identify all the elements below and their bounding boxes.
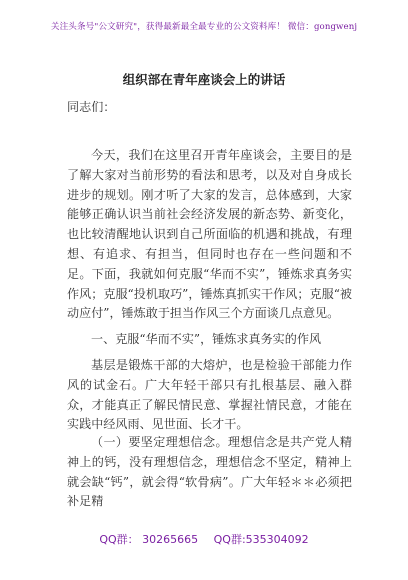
section-heading-1: 一、克服“华而不实”，锤炼求真务实的作风 xyxy=(91,332,322,346)
footer-qq-group-2: QQ群:535304092 xyxy=(213,533,309,546)
paragraph-ideals: （一）要坚定理想信念。理想信念是共产党人精神上的钙，没有理想信念，理想信念不坚定，精神上就会缺“钙”，就会得“软骨病”。广大年轻＊＊必须把补足精 xyxy=(67,435,352,509)
salutation: 同志们： xyxy=(67,100,116,114)
footer xyxy=(0,531,408,547)
paragraph-grassroots: 基层是锻炼干部的大熔炉，也是检验干部能力作风的试金石。广大年轻干部只有扎根基层、融入群众，才能真正了解民情民意、掌握社情民意，才能在实践中经风雨、见世面、长才干。 xyxy=(67,358,352,432)
paragraph-intro: 今天，我们在这里召开青年座谈会，主要目的是了解大家对当前形势的看法和思考，以及对自身成长进步的规划。刚才听了大家的发言，总体感到，大家能够正确认识当前社会经济发展的新态势、新变化，也比较清醒地认识到自己所面临的机遇和挑战，有理想、有追求、有担当，但同时也存在一些问题和不足。下面，我就如何克服“华而不实”，锤炼求真务实作风；克服“投机取巧”，锤炼真抓实干作风；克服“被动应付”，锤炼敢于担当作风三个方面谈几点意见。 xyxy=(67,148,352,321)
header-banner: 关注头条号"公文研究"，获得最新最全最专业的公文资料库！ 微信：gongwenj xyxy=(50,22,358,32)
footer-qq-group-1: QQ群： 30265665 xyxy=(99,533,199,546)
page-title: 组织部在青年座谈会上的讲话 xyxy=(122,72,286,87)
